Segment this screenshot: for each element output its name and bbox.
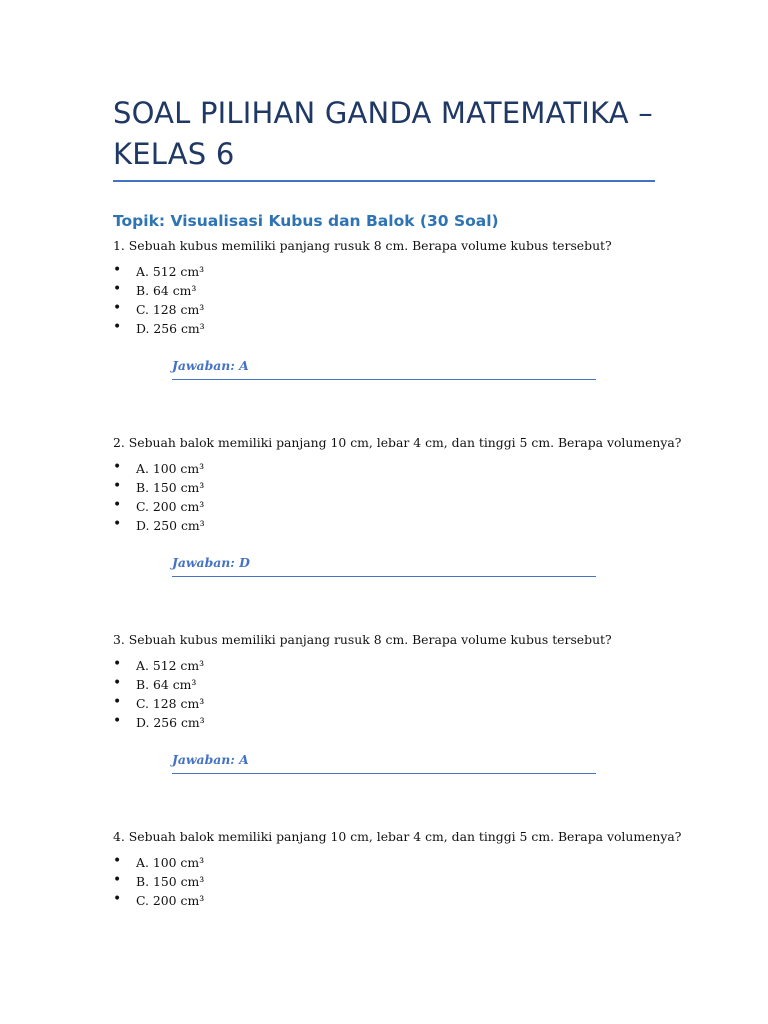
bullet-icon: • xyxy=(113,675,122,691)
answer-line xyxy=(172,357,596,380)
question-text: 2. Sebuah balok memiliki panjang 10 cm, lebar 4 cm, dan tinggi 5 cm. Berapa volumenya? xyxy=(113,435,682,450)
bullet-icon: • xyxy=(113,694,122,710)
option-label: C. 200 cm³ xyxy=(136,499,205,514)
bullet-icon: • xyxy=(113,262,122,278)
option-label: B. 64 cm³ xyxy=(136,677,197,692)
bullet-icon: • xyxy=(113,872,122,888)
question-text: 1. Sebuah kubus memiliki panjang rusuk 8 cm. Berapa volume kubus tersebut? xyxy=(113,238,612,253)
bullet-icon: • xyxy=(113,319,122,335)
bullet-icon: • xyxy=(113,891,122,907)
option-label: A. 100 cm³ xyxy=(136,461,205,476)
question-text: 3. Sebuah kubus memiliki panjang rusuk 8 cm. Berapa volume kubus tersebut? xyxy=(113,632,612,647)
option-label: A. 100 cm³ xyxy=(136,855,205,870)
option-label: C. 128 cm³ xyxy=(136,302,205,317)
question-1 xyxy=(113,238,673,373)
question-text: 4. Sebuah balok memiliki panjang 10 cm, lebar 4 cm, dan tinggi 5 cm. Berapa volumenya? xyxy=(113,829,682,844)
bullet-icon: • xyxy=(113,853,122,869)
option-label: D. 250 cm³ xyxy=(136,518,205,533)
option-label: B. 150 cm³ xyxy=(136,874,205,889)
topic-heading: Topik: Visualisasi Kubus dan Balok (30 Soal) xyxy=(113,212,499,230)
answer-text: Jawaban: D xyxy=(172,555,250,570)
answer-text: Jawaban: A xyxy=(172,752,249,767)
question-2 xyxy=(113,435,682,570)
option-label: C. 128 cm³ xyxy=(136,696,205,711)
title-underline xyxy=(113,180,655,182)
question-3 xyxy=(113,632,673,767)
option-label: D. 256 cm³ xyxy=(136,321,205,336)
option-label: B. 64 cm³ xyxy=(136,283,197,298)
question-4 xyxy=(113,829,682,908)
answer-line xyxy=(172,554,596,577)
option-label: D. 256 cm³ xyxy=(136,715,205,730)
bullet-icon: • xyxy=(113,300,122,316)
bullet-icon: • xyxy=(113,459,122,475)
bullet-icon: • xyxy=(113,713,122,729)
option-label: C. 200 cm³ xyxy=(136,893,205,908)
option-label: A. 512 cm³ xyxy=(136,658,205,673)
option-label: B. 150 cm³ xyxy=(136,480,205,495)
page-title: SOAL PILIHAN GANDA MATEMATIKA – KELAS 6 xyxy=(113,96,653,171)
option-label: A. 512 cm³ xyxy=(136,264,205,279)
answer-text: Jawaban: A xyxy=(172,358,249,373)
bullet-icon: • xyxy=(113,497,122,513)
answer-line xyxy=(172,751,596,774)
bullet-icon: • xyxy=(113,281,122,297)
bullet-icon: • xyxy=(113,516,122,532)
bullet-icon: • xyxy=(113,478,122,494)
bullet-icon: • xyxy=(113,656,122,672)
